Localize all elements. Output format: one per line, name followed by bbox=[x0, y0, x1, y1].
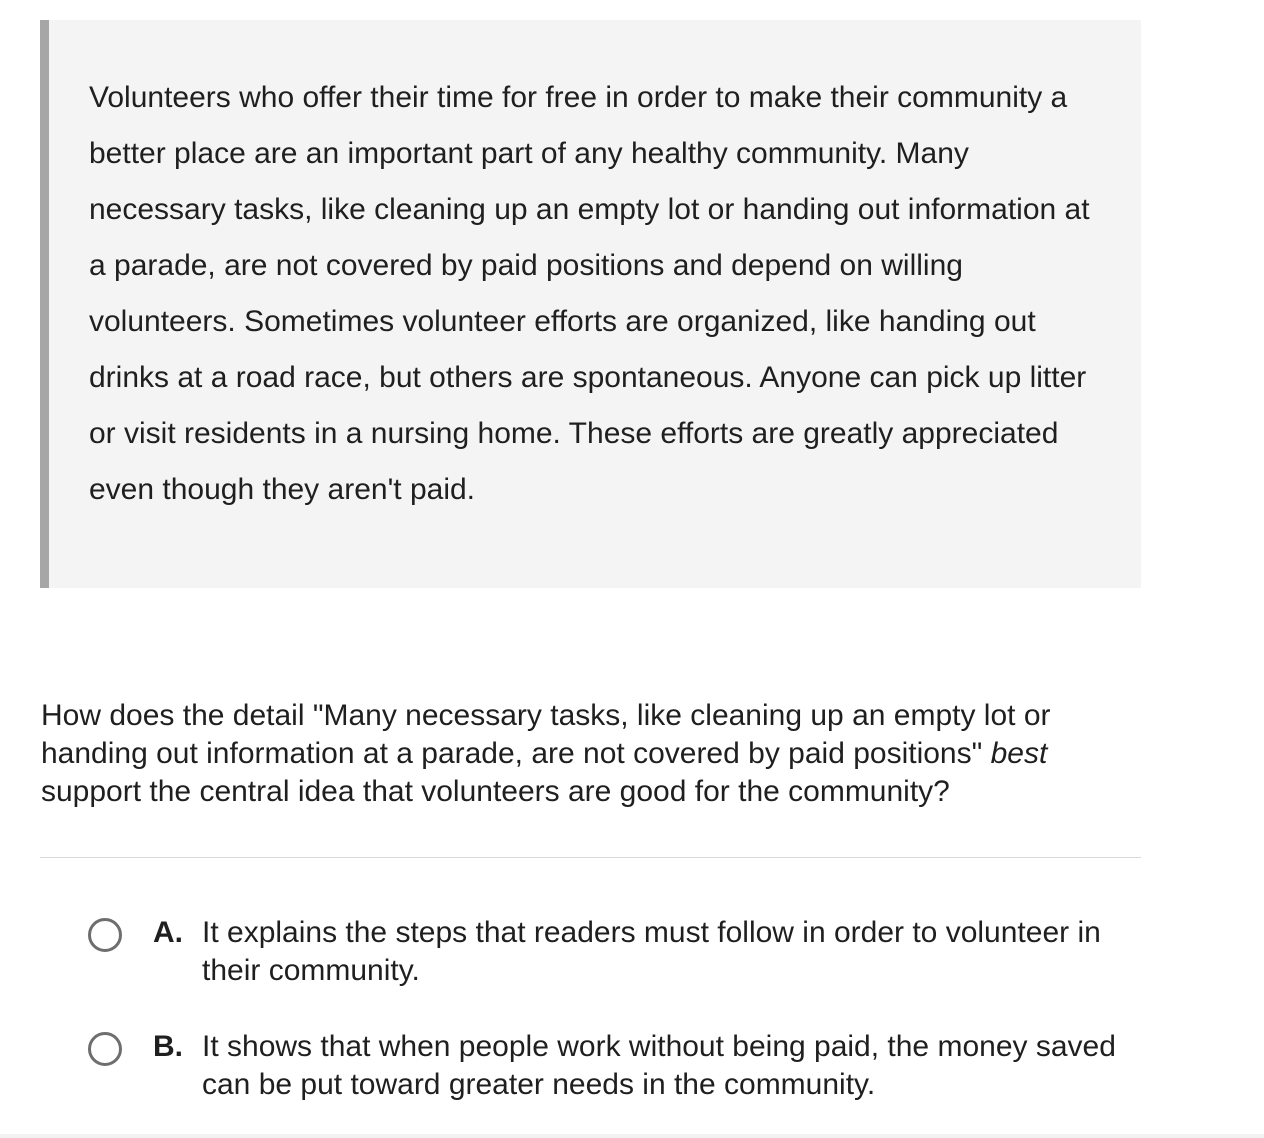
radio-button-b[interactable] bbox=[88, 1032, 122, 1066]
passage-text: Volunteers who offer their time for free in order to make their community a better place are an important part of any healthy community. Many necessary tasks, like cleaning up an empty lot or handing out information at a parade, are not covered by paid positions and depend on willing volunteers. Sometimes volunteer efforts are organized, like handing out drinks at a road race, but others are spontaneous. Anyone can pick up litter or visit residents in a nursing home. These efforts are greatly appreciated even though they aren't paid. bbox=[89, 81, 1090, 506]
question-divider bbox=[40, 857, 1141, 858]
passage-block bbox=[40, 20, 1141, 588]
bottom-edge bbox=[0, 1134, 1264, 1138]
choice-text-b: It shows that when people work without being paid, the money saved can be put toward greater needs in the community. bbox=[202, 1030, 1116, 1101]
question-text bbox=[41, 697, 1136, 811]
choice-letter-b: B. bbox=[153, 1030, 183, 1063]
radio-button-a[interactable] bbox=[88, 918, 122, 952]
question-text-start: How does the detail "Many necessary tasks, like cleaning up an empty lot or handing out information at a parade, are not covered by paid positions" bbox=[41, 699, 1051, 770]
question-emphasis: best bbox=[990, 737, 1048, 770]
choice-text-a: It explains the steps that readers must follow in order to volunteer in their community. bbox=[202, 916, 1101, 987]
choice-letter-a: A. bbox=[153, 916, 183, 949]
question-text-end: support the central idea that volunteers are good for the community? bbox=[41, 775, 950, 808]
